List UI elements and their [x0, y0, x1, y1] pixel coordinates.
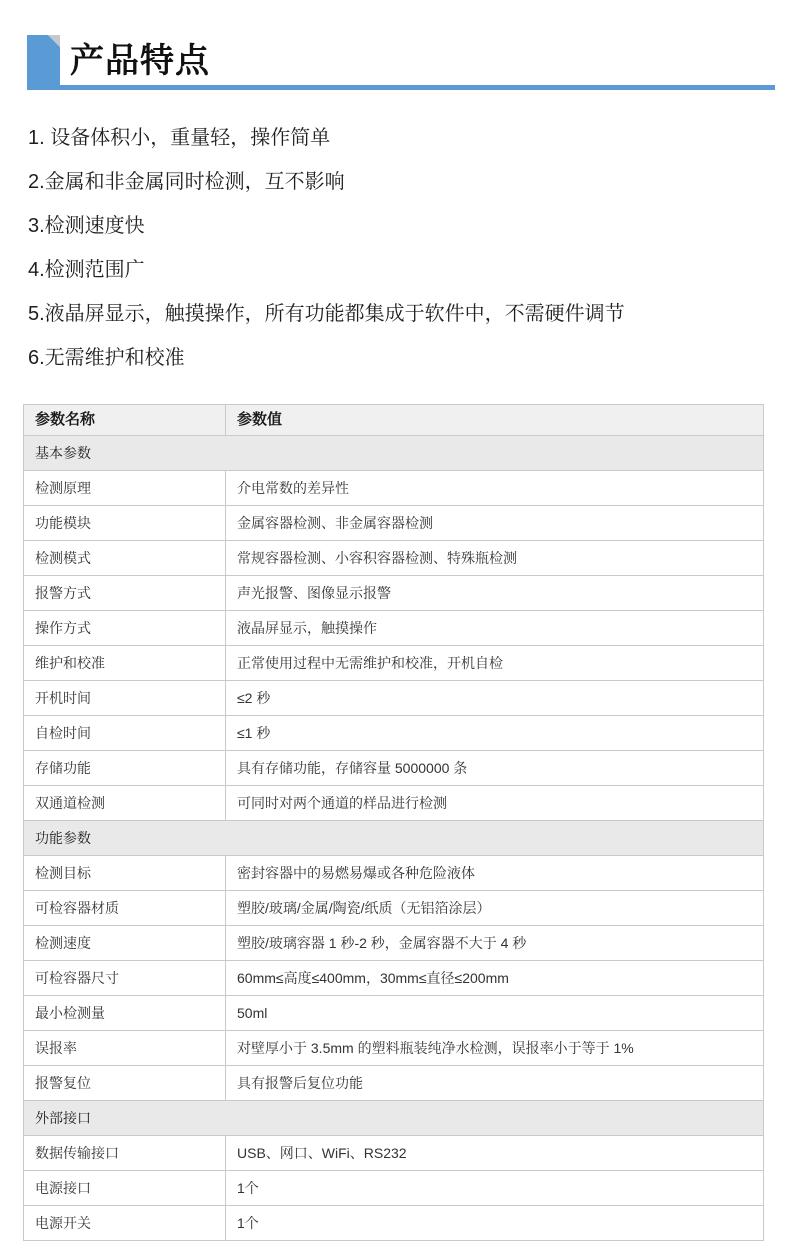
table-row — [24, 646, 764, 681]
param-name-cell: 最小检测量 — [24, 996, 226, 1031]
param-value-cell: 正常使用过程中无需维护和校准，开机自检 — [226, 646, 764, 681]
param-value-cell: ≤2 秒 — [226, 681, 764, 716]
blue-tab-icon-body — [27, 35, 60, 90]
param-name-cell: 误报率 — [24, 1031, 226, 1066]
table-row — [24, 506, 764, 541]
param-value-cell: 可同时对两个通道的样品进行检测 — [226, 786, 764, 821]
param-value-cell: 1个 — [226, 1206, 764, 1241]
table-row — [24, 891, 764, 926]
table-row — [24, 1136, 764, 1171]
param-value-cell: 具有报警后复位功能 — [226, 1066, 764, 1101]
param-name-cell: 可检容器材质 — [24, 891, 226, 926]
column-header-param-name: 参数名称 — [24, 405, 226, 436]
table-row — [24, 541, 764, 576]
param-name-cell: 维护和校准 — [24, 646, 226, 681]
param-value-cell: 塑胶/玻璃容器 1 秒-2 秒，金属容器不大于 4 秒 — [226, 926, 764, 961]
table-row — [24, 996, 764, 1031]
section-row — [24, 821, 764, 856]
param-name-cell: 电源接口 — [24, 1171, 226, 1206]
feature-item: 3.检测速度快 — [28, 215, 145, 237]
param-name-cell: 检测目标 — [24, 856, 226, 891]
param-value-cell: 介电常数的差异性 — [226, 471, 764, 506]
page-title: 产品特点 — [70, 42, 210, 80]
param-value-cell: 液晶屏显示，触摸操作 — [226, 611, 764, 646]
header-accent-rule — [27, 85, 775, 90]
param-name-cell: 数据传输接口 — [24, 1136, 226, 1171]
table-row — [24, 1066, 764, 1101]
spec-table-body — [24, 436, 764, 1241]
table-header-row — [24, 405, 764, 436]
param-value-cell: 金属容器检测、非金属容器检测 — [226, 506, 764, 541]
param-name-cell: 开机时间 — [24, 681, 226, 716]
param-name-cell: 可检容器尺寸 — [24, 961, 226, 996]
param-name-cell: 检测原理 — [24, 471, 226, 506]
param-name-cell: 操作方式 — [24, 611, 226, 646]
param-value-cell: 常规容器检测、小容积容器检测、特殊瓶检测 — [226, 541, 764, 576]
features-list — [28, 124, 770, 372]
param-name-cell: 自检时间 — [24, 716, 226, 751]
table-row — [24, 1206, 764, 1241]
param-value-cell: USB、网口、WiFi、RS232 — [226, 1136, 764, 1171]
blue-tab-icon — [27, 35, 60, 90]
feature-item: 6.无需维护和校准 — [28, 347, 185, 369]
table-row — [24, 1171, 764, 1206]
section-row — [24, 436, 764, 471]
section-row — [24, 1101, 764, 1136]
table-row — [24, 961, 764, 996]
spec-table — [23, 404, 764, 1241]
param-value-cell: 具有存储功能，存储容量 5000000 条 — [226, 751, 764, 786]
param-name-cell: 检测速度 — [24, 926, 226, 961]
table-row — [24, 611, 764, 646]
param-value-cell: 1个 — [226, 1171, 764, 1206]
param-name-cell: 报警复位 — [24, 1066, 226, 1101]
param-value-cell: 60mm≤高度≤400mm，30mm≤直径≤200mm — [226, 961, 764, 996]
param-value-cell: 密封容器中的易燃易爆或各种危险液体 — [226, 856, 764, 891]
table-row — [24, 716, 764, 751]
feature-item: 4.检测范围广 — [28, 259, 145, 281]
param-name-cell: 功能模块 — [24, 506, 226, 541]
feature-item: 2.金属和非金属同时检测，互不影响 — [28, 171, 345, 193]
feature-item: 5.液晶屏显示，触摸操作，所有功能都集成于软件中，不需硬件调节 — [28, 303, 625, 325]
table-row — [24, 576, 764, 611]
table-row — [24, 786, 764, 821]
param-value-cell: 塑胶/玻璃/金属/陶瓷/纸质（无铝箔涂层） — [226, 891, 764, 926]
param-name-cell: 电源开关 — [24, 1206, 226, 1241]
table-row — [24, 1031, 764, 1066]
param-name-cell: 双通道检测 — [24, 786, 226, 821]
table-row — [24, 856, 764, 891]
param-value-cell: 对壁厚小于 3.5mm 的塑料瓶装纯净水检测，误报率小于等于 1% — [226, 1031, 764, 1066]
page-header — [0, 0, 790, 90]
column-header-param-value: 参数值 — [226, 405, 764, 436]
table-row — [24, 751, 764, 786]
table-row — [24, 926, 764, 961]
param-name-cell: 存储功能 — [24, 751, 226, 786]
param-name-cell: 报警方式 — [24, 576, 226, 611]
section-label: 功能参数 — [24, 821, 764, 856]
param-name-cell: 检测模式 — [24, 541, 226, 576]
section-label: 基本参数 — [24, 436, 764, 471]
feature-item: 1. 设备体积小，重量轻，操作简单 — [28, 127, 331, 149]
table-row — [24, 471, 764, 506]
table-row — [24, 681, 764, 716]
param-value-cell: ≤1 秒 — [226, 716, 764, 751]
param-value-cell: 声光报警、图像显示报警 — [226, 576, 764, 611]
param-value-cell: 50ml — [226, 996, 764, 1031]
section-label: 外部接口 — [24, 1101, 764, 1136]
